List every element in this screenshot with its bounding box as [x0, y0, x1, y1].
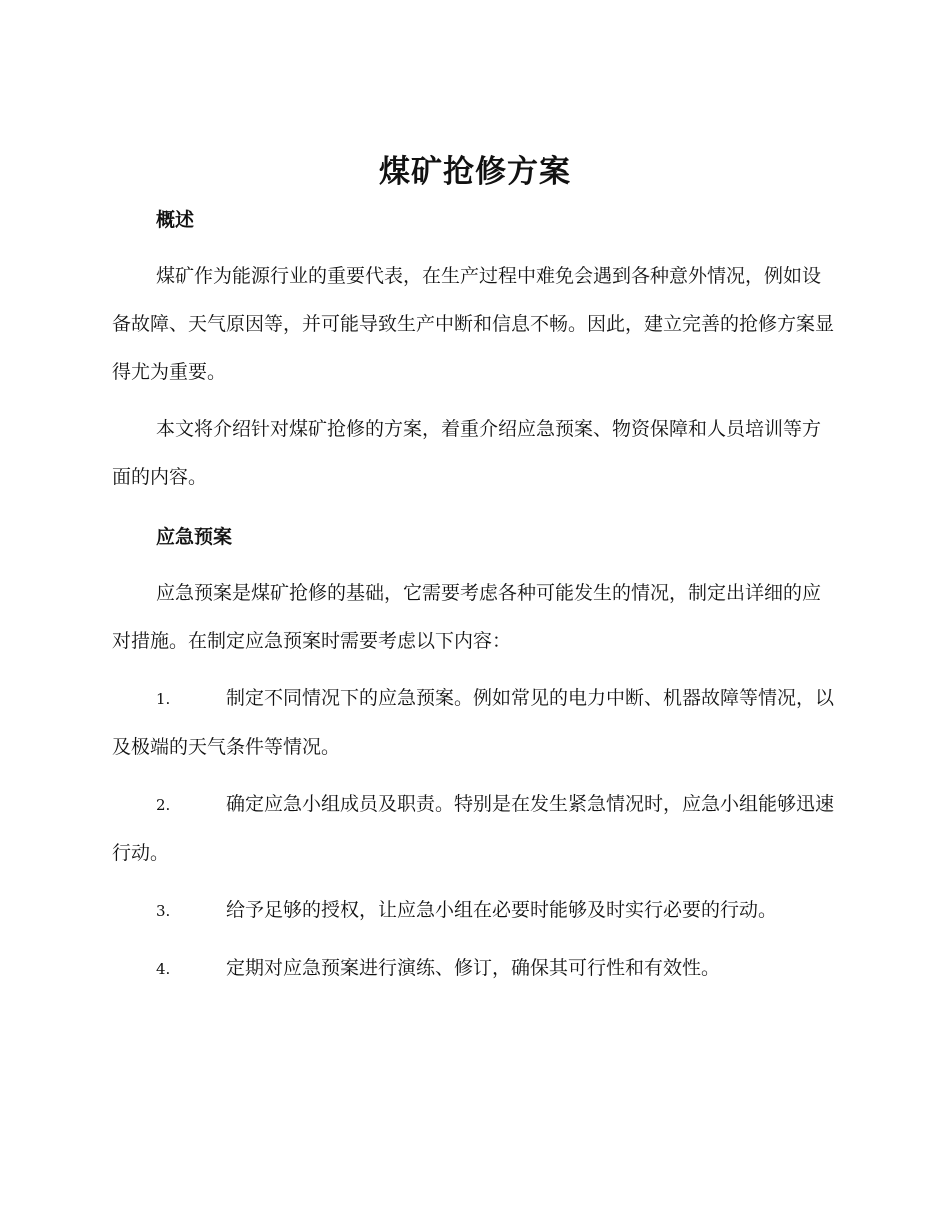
list-item — [112, 944, 836, 993]
list-item-text: 给予足够的授权，让应急小组在必要时能够及时实行必要的行动。 — [226, 899, 778, 921]
list-item — [112, 674, 836, 771]
document-body — [112, 202, 836, 993]
list-item-text: 制定不同情况下的应急预案。例如常见的电力中断、机器故障等情况，以及极端的天气条件等情况。 — [112, 687, 835, 758]
list-item-number: 1. — [156, 690, 171, 708]
section-heading-overview: 概述 — [156, 209, 195, 231]
list-item — [112, 780, 836, 877]
list-item-text: 定期对应急预案进行演练、修订，确保其可行性和有效性。 — [226, 957, 721, 979]
overview-paragraph-2: 本文将介绍针对煤矿抢修的方案，着重介绍应急预案、物资保障和人员培训等方面的内容。 — [112, 418, 822, 488]
list-item-number: 2. — [156, 796, 171, 814]
emergency-plan-paragraph-1: 应急预案是煤矿抢修的基础，它需要考虑各种可能发生的情况，制定出详细的应对措施。在制定应急预案时需要考虑以下内容： — [112, 582, 822, 652]
overview-paragraph-1: 煤矿作为能源行业的重要代表，在生产过程中难免会遇到各种意外情况，例如设备故障、天气原因等，并可能导致生产中断和信息不畅。因此，建立完善的抢修方案显得尤为重要。 — [112, 265, 835, 383]
list-item-number: 4. — [156, 960, 171, 978]
list-item-number: 3. — [156, 902, 171, 920]
list-item — [112, 886, 836, 935]
list-item-text: 确定应急小组成员及职责。特别是在发生紧急情况时，应急小组能够迅速行动。 — [112, 793, 835, 864]
emergency-plan-list — [112, 674, 836, 993]
document-title: 煤矿抢修方案 — [379, 154, 571, 190]
section-heading-emergency-plan: 应急预案 — [156, 526, 233, 548]
